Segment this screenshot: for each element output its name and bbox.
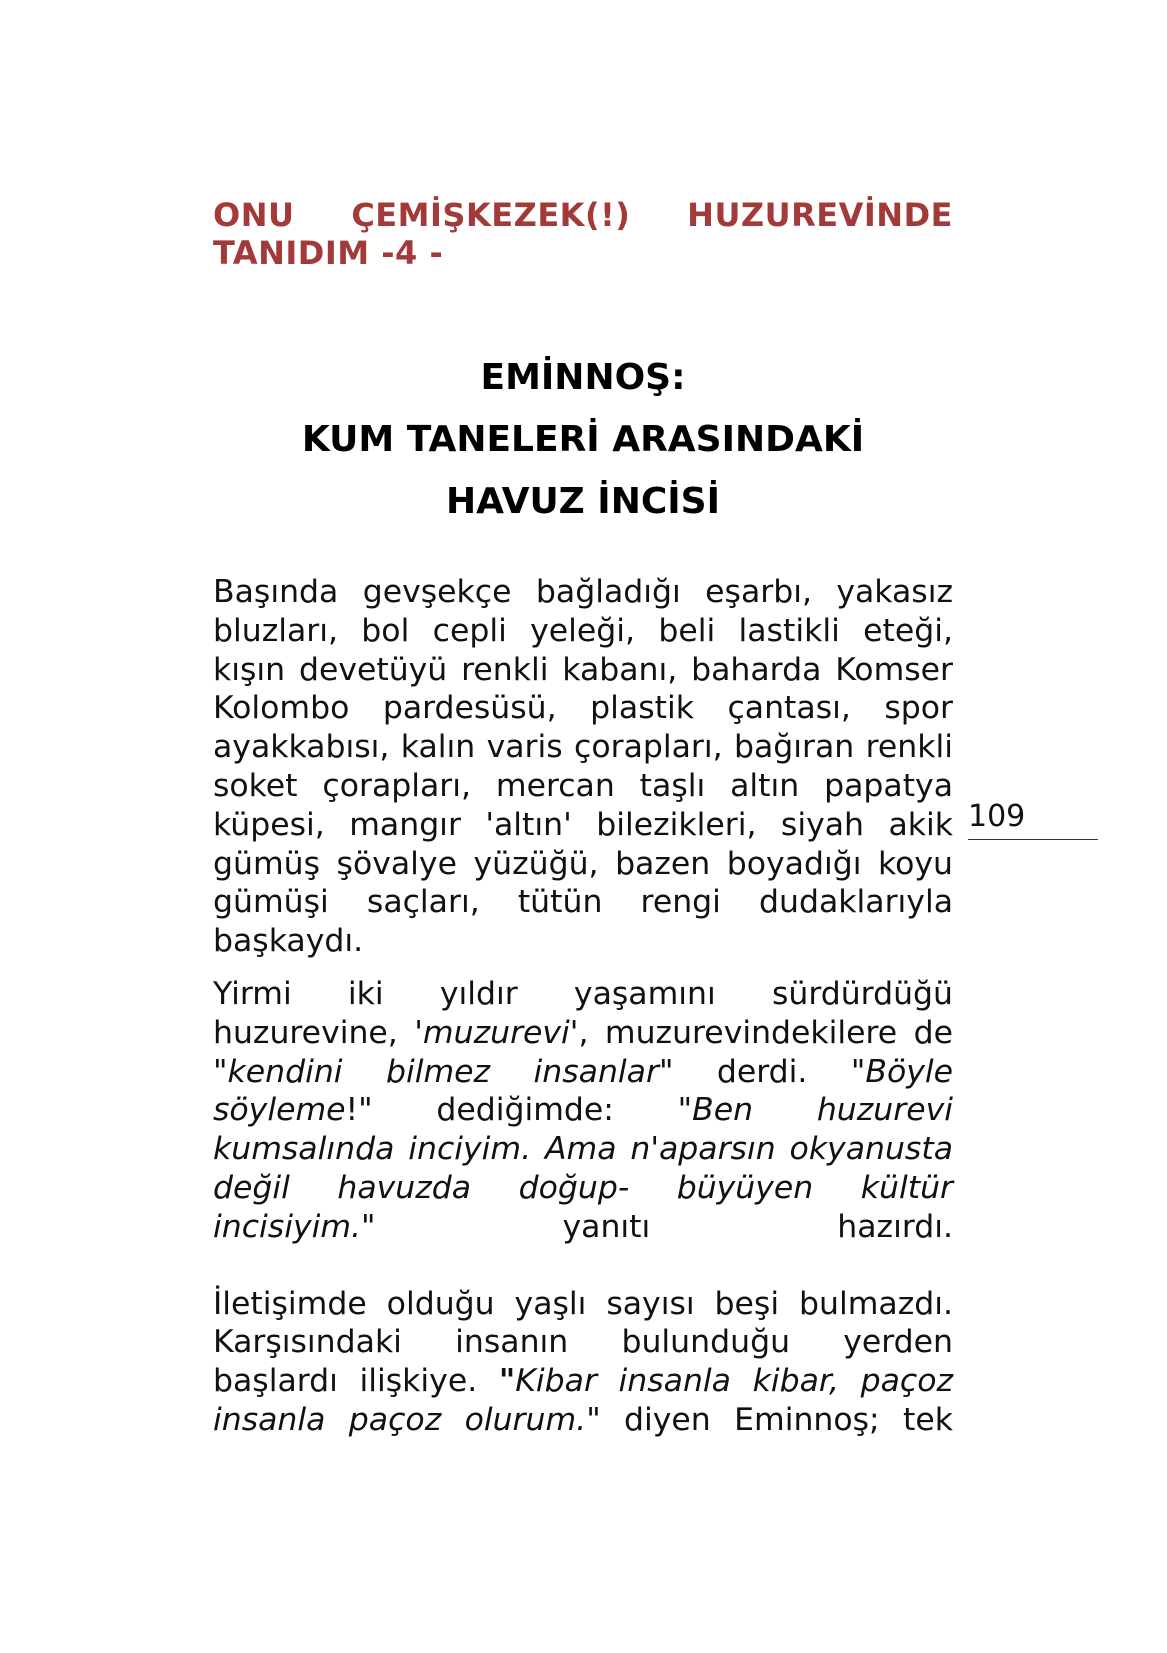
paragraph-2-text-3: " derdi. " — [658, 1053, 866, 1090]
section-title — [213, 347, 953, 533]
chapter-header-word-3: HUZUREVİNDE — [687, 196, 953, 234]
section-title-line-1: EMİNNOŞ: — [480, 357, 686, 398]
paragraph-3-text-2: " diyen Eminnoş; tek — [586, 1401, 953, 1438]
section-title-line-2: KUM TANELERİ ARASINDAKİ — [301, 419, 865, 460]
chapter-header-line-2: TANIDIM -4 - — [213, 234, 444, 272]
paragraph-2-text-1: Yirmi iki yıldır yaşamını sürdürdüğü huzurevine, ' — [213, 975, 953, 1051]
paragraph-1-text: Başında gevşekçe bağladığı eşarbı, yakasız bluzları, bol cepli yeleği, beli lastikli eteği, kışın devetüyü renkli kabanı, baharda Komser Kolombo pardesüsü, plastik çantası, spor ayakkabısı, kalın varis çorapları, bağıran renkli soket çorapları, mercan taşlı altın papatya küpesi, mangır 'altın' bilezikleri, siyah akik gümüş şövalye yüzüğü, bazen boyadığı koyu gümüşi saçları, tütün rengi dudaklarıyla başkaydı. — [213, 574, 953, 960]
chapter-header-word-1: ONU — [213, 196, 295, 234]
chapter-header-word-2: ÇEMİŞKEZEK(!) — [351, 196, 631, 234]
paragraph-2-italic-4: Ben huzurevi kumsalında inciyim. Ama n'aparsın okyanusta değil havuzda doğup- büyüyen kültür incisiyim. — [213, 1092, 953, 1245]
paragraph-2-italic-2: kendini bilmez insanlar — [227, 1053, 659, 1090]
paragraph-2 — [213, 975, 953, 1247]
page-number-rule — [968, 839, 1098, 840]
paragraph-3-italic-1: Kibar insanla kibar, paçoz insanla paçoz olurum. — [213, 1363, 953, 1438]
paragraph-2-text-5: " yanıtı hazırdı. — [361, 1208, 953, 1245]
chapter-header-line-1 — [213, 196, 953, 234]
paragraph-2-text-4: !" dediğimde: " — [345, 1092, 693, 1129]
chapter-header — [213, 196, 953, 272]
page-number: 109 — [968, 799, 1026, 834]
paragraph-3 — [213, 1285, 953, 1440]
section-title-line-3: HAVUZ İNCİSİ — [446, 481, 720, 522]
paragraph-3-text-1: İletişimde olduğu yaşlı sayısı beşi bulmazdı. Karşısındaki insanın bulunduğu yerden başlardı ilişkiye. — [213, 1285, 953, 1400]
paragraph-2-italic-3: Böyle söyleme — [213, 1053, 953, 1129]
paragraph-3-bold-quote: " — [498, 1363, 516, 1400]
paragraph-1 — [213, 573, 953, 961]
body-text — [213, 573, 953, 1440]
paragraph-2-text-2: ', muzurevindekilere de " — [213, 1014, 953, 1090]
paragraph-2-italic-1: muzurevi — [422, 1014, 570, 1051]
